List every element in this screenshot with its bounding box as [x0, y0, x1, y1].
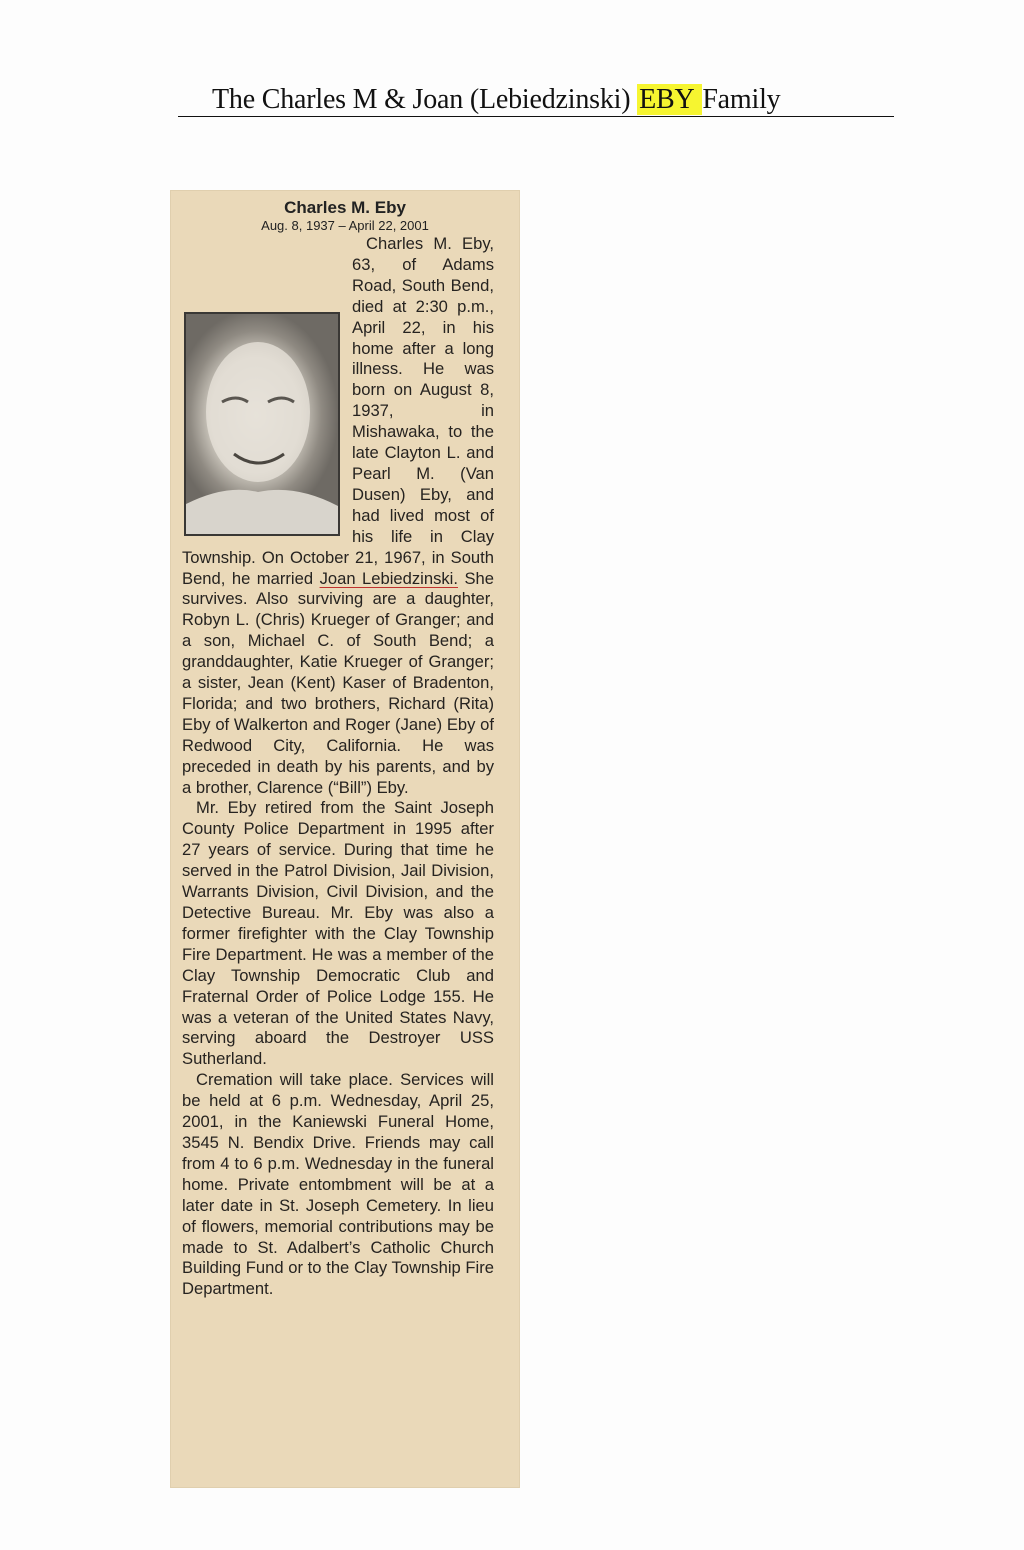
life-dates: Aug. 8, 1937 – April 22, 2001	[261, 218, 429, 233]
spouse-name: Joan Lebiedzinski.	[319, 568, 458, 588]
deceased-name: Charles M. Eby	[284, 198, 406, 217]
obituary-paragraph-3: Cremation will take place. Services will be held at 6 p.m. Wednesday, April 25, 2001, in the Kaniewski Funeral Home, 3545 N. Bendix Drive. Friends may call from 4 to 6 p.m. Wednesday in the funeral home. Private entombment will be at a later date in St. Joseph Cemetery. In lieu of flowers, memorial contributions may be made to St. Adalbert’s Catholic Church Building Fund or to the Clay Township Fire Department.	[182, 1070, 494, 1299]
obituary-heading	[170, 198, 520, 234]
paragraph-1-survivors: She survives. Also surviving are a daughter, Robyn L. (Chris) Krueger of Granger; and a son, Michael C. of South Bend; a granddaughter, Katie Krueger of Granger; a sister, Jean (Kent) Kaser of Bradenton, Florida; and two brothers, Richard (Rita) Eby of Walkerton and Roger (Jane) Eby of Redwood City, California. He was preceded in death by his parents, and by a brother, Clarence (“Bill”) Eby.	[182, 568, 495, 797]
obituary-text	[182, 234, 494, 1300]
paragraph-1-text: Charles M. Eby, 63, of Adams Road, South Bend, died at 2:30 p.m., April 22, in his home after a long illness. He was born on August 8, 1937, in Mishawaka, to the late Clayton L. and Pearl M. (Van Dusen) Eby, and had lived most of his life in Clay Township. On October 21, 1967, in South Bend, he married	[182, 234, 494, 588]
title-surname-highlight: EBY	[639, 84, 701, 115]
page-title	[178, 84, 894, 117]
obituary-paragraph-2: Mr. Eby retired from the Saint Joseph County Police Department in 1995 after 27 years of service. During that time he served in the Patrol Division, Jail Division, Warrants Division, Civil Division, and the Detective Bureau. Mr. Eby was also a former firefighter with the Clay Township Fire Department. He was a member of the Clay Township Democratic Club and Fraternal Order of Police Lodge 155. He was a veteran of the United States Navy, serving aboard the Destroyer USS Sutherland.	[182, 798, 494, 1069]
photo-wrap-space	[182, 294, 352, 544]
title-suffix: Family	[702, 84, 781, 115]
title-prefix: The Charles M & Joan (Lebiedzinski)	[212, 84, 638, 115]
